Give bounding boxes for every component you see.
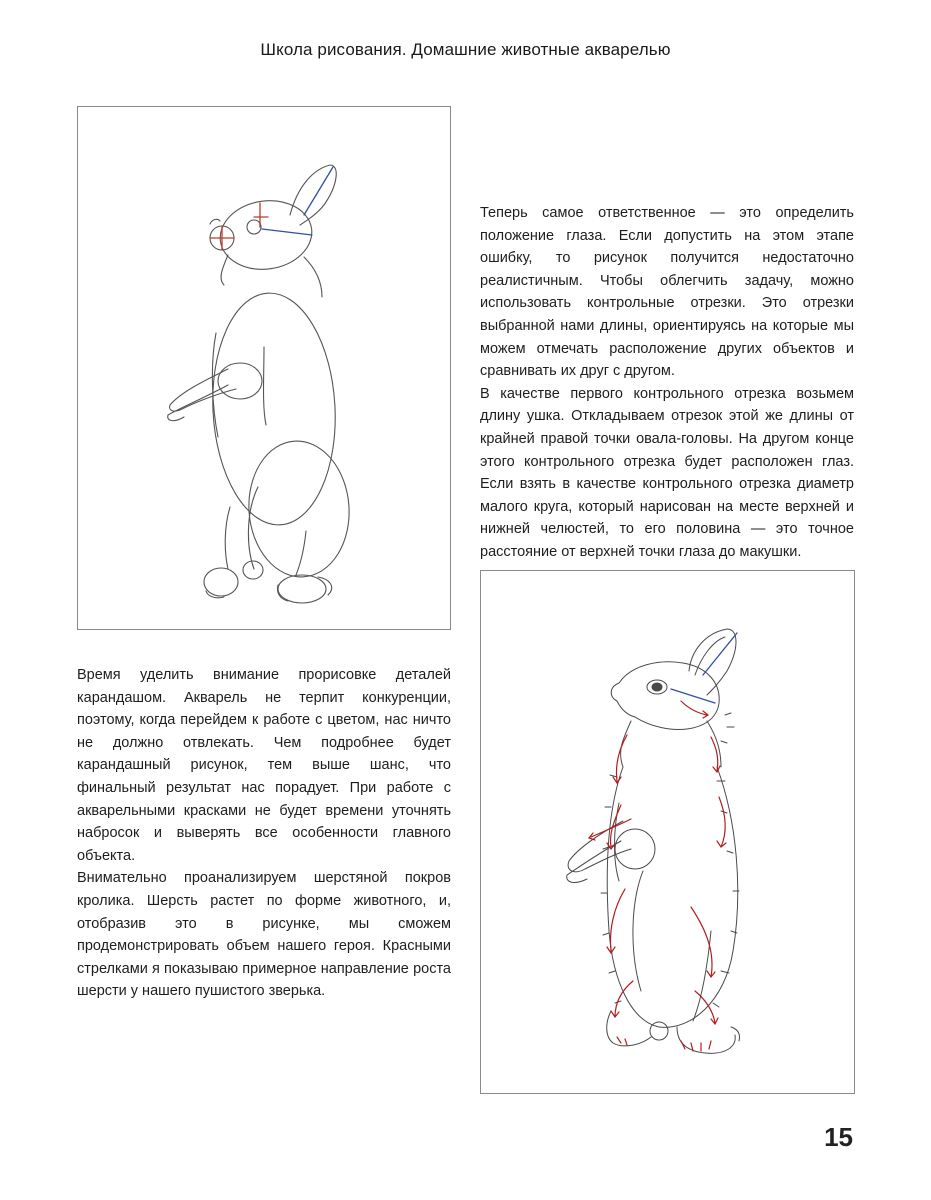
- paragraph: Внимательно проанализируем шерстяной покров кролика. Шерсть растет по форме животного, и, отобразив это в рисунке, мы сможем продемонстрировать объем нашего героя. Красными стрелками я показываю примерное направление роста шерсти у нашего пушистого зверька.: [77, 870, 451, 1000]
- running-title: Школа рисования. Домашние животные акварелью: [260, 40, 671, 59]
- detailed-sketch-figure: [480, 570, 855, 1094]
- paragraph: В качестве первого контрольного отрезка возьмем длину ушка. Откладываем отрезок этой же длины от крайней правой точки овала-головы. На другом конце этого контрольного отрезка будет расположен глаз. Если взять в качестве контрольного отрезка диаметр малого круга, который нарисован на месте верхней и нижней челюстей, то его половина — это точное расстояние от верхней точки глаза до макушки.: [480, 385, 854, 560]
- rabbit-detailed-drawing: [481, 571, 854, 1093]
- left-column-text: [77, 664, 451, 1003]
- rabbit-construction-drawing: [78, 107, 450, 629]
- page-number: 15: [824, 1122, 853, 1152]
- paragraph: Время уделить внимание прорисовке деталей карандашом. Акварель не терпит конкуренции, поэтому, когда перейдем к работе с цветом, нас ничто не должно отвлекать. Чем подробнее будет карандашный рисунок, тем выше шанс, что финальный результат нас порадует. При работе с акварельными красками не будет времени уточнять набросок и выверять все особенности главного объекта.: [77, 667, 451, 864]
- construction-sketch-figure: [77, 106, 451, 630]
- paragraph: Теперь самое ответственное — это определить положение глаза. Если допустить на этом этапе ошибку, то рисунок получится недостаточно реалистичным. Чтобы облегчить задачу, можно использовать контрольные отрезки. Это отрезки выбранной нами длины, ориентируясь на которые мы можем отмечать расположение других объектов и сравнивать их друг с другом.: [480, 205, 854, 380]
- right-column-text: [480, 202, 854, 564]
